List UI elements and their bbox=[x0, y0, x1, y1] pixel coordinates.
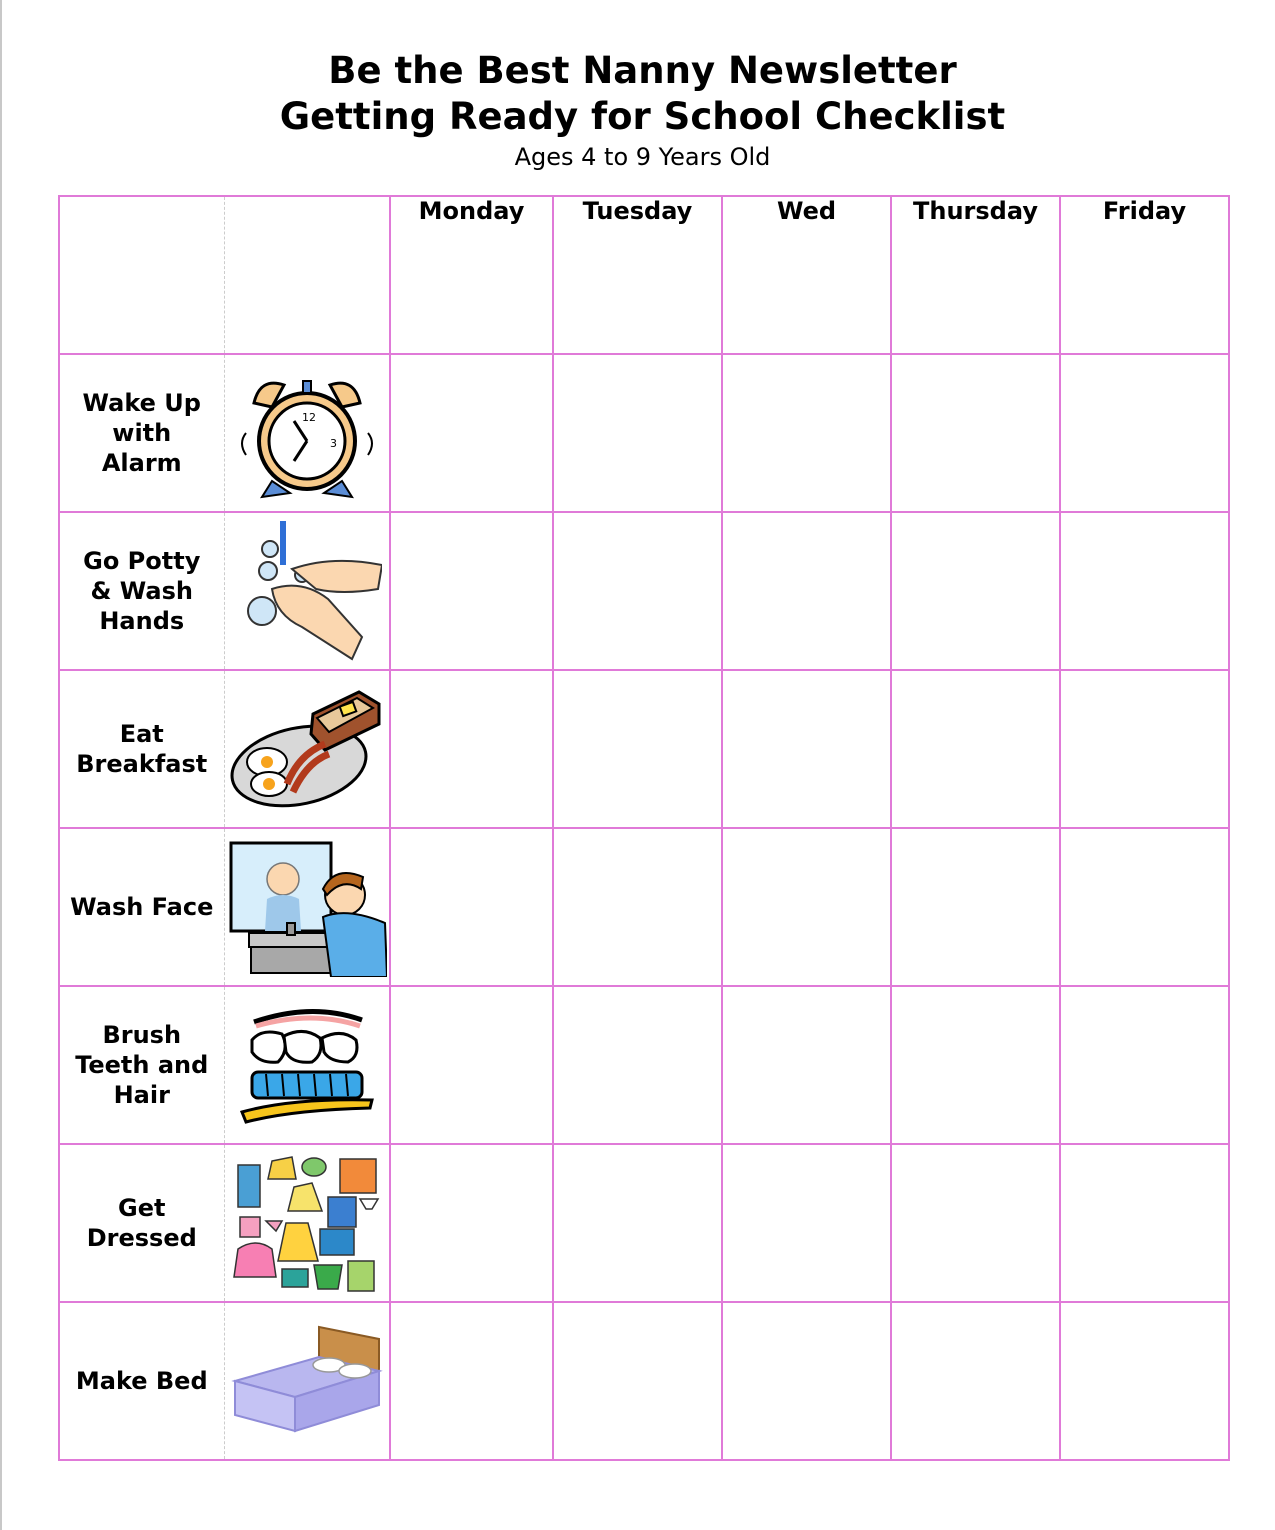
checkbox-cell[interactable] bbox=[891, 1302, 1060, 1460]
checkbox-cell[interactable] bbox=[891, 986, 1060, 1144]
task-label-line: Go Potty bbox=[83, 547, 201, 575]
breakfast-plate-icon bbox=[224, 670, 390, 828]
checkbox-cell[interactable] bbox=[891, 1144, 1060, 1302]
task-label-line: Eat bbox=[119, 720, 164, 748]
checkbox-cell[interactable] bbox=[390, 1144, 553, 1302]
checkbox-cell[interactable] bbox=[390, 986, 553, 1144]
task-label bbox=[59, 1144, 224, 1302]
bed-icon bbox=[224, 1302, 390, 1460]
checkbox-cell[interactable] bbox=[390, 670, 553, 828]
checkbox-cell[interactable] bbox=[722, 1302, 891, 1460]
task-row bbox=[59, 1302, 1229, 1460]
day-header-thursday: Thursday bbox=[891, 196, 1060, 354]
task-row bbox=[59, 512, 1229, 670]
toothbrush-icon bbox=[224, 986, 390, 1144]
checkbox-cell[interactable] bbox=[553, 354, 722, 512]
svg-text:3: 3 bbox=[329, 437, 337, 450]
task-label bbox=[59, 354, 224, 512]
checkbox-cell[interactable] bbox=[553, 512, 722, 670]
checkbox-cell[interactable] bbox=[390, 512, 553, 670]
task-label-line: & Wash bbox=[90, 577, 193, 605]
task-label-line: Wake Up bbox=[82, 389, 201, 417]
checkbox-cell[interactable] bbox=[1060, 986, 1229, 1144]
checkbox-cell[interactable] bbox=[553, 828, 722, 986]
task-label-line: Get bbox=[118, 1194, 166, 1222]
task-row bbox=[59, 354, 1229, 512]
header-blank-pic-cell bbox=[224, 196, 390, 354]
checklist-table bbox=[58, 195, 1230, 1461]
task-label bbox=[59, 512, 224, 670]
checkbox-cell[interactable] bbox=[891, 354, 1060, 512]
washing-face-icon bbox=[224, 828, 390, 986]
task-label-line: Brush bbox=[102, 1021, 182, 1049]
clothes-icon bbox=[224, 1144, 390, 1302]
checkbox-cell[interactable] bbox=[891, 512, 1060, 670]
checkbox-cell[interactable] bbox=[891, 828, 1060, 986]
day-header-friday: Friday bbox=[1060, 196, 1229, 354]
checkbox-cell[interactable] bbox=[1060, 512, 1229, 670]
checkbox-cell[interactable] bbox=[1060, 828, 1229, 986]
checkbox-cell[interactable] bbox=[722, 670, 891, 828]
task-label bbox=[59, 1302, 224, 1460]
task-label-line: Hands bbox=[99, 607, 185, 635]
checkbox-cell[interactable] bbox=[390, 828, 553, 986]
task-row bbox=[59, 828, 1229, 986]
task-row bbox=[59, 986, 1229, 1144]
day-header-wed: Wed bbox=[722, 196, 891, 354]
checkbox-cell[interactable] bbox=[1060, 354, 1229, 512]
task-label-line: Wash Face bbox=[70, 893, 214, 921]
task-label-line: Make Bed bbox=[75, 1367, 208, 1395]
task-label-line: Breakfast bbox=[76, 750, 208, 778]
header-row bbox=[59, 196, 1229, 354]
alarm-clock-icon bbox=[224, 354, 390, 512]
checkbox-cell[interactable] bbox=[1060, 1144, 1229, 1302]
checkbox-cell[interactable] bbox=[1060, 670, 1229, 828]
checkbox-cell[interactable] bbox=[553, 1302, 722, 1460]
task-row bbox=[59, 670, 1229, 828]
checklist-title: Getting Ready for School Checklist bbox=[279, 95, 1006, 138]
checkbox-cell[interactable] bbox=[891, 670, 1060, 828]
task-label-line: Teeth and bbox=[75, 1051, 209, 1079]
checkbox-cell[interactable] bbox=[553, 986, 722, 1144]
checkbox-cell[interactable] bbox=[722, 512, 891, 670]
day-header-tuesday: Tuesday bbox=[553, 196, 722, 354]
task-label-line: Hair bbox=[113, 1081, 170, 1109]
task-label-line: Alarm bbox=[101, 449, 182, 477]
checkbox-cell[interactable] bbox=[722, 828, 891, 986]
age-subtitle: Ages 4 to 9 Years Old bbox=[514, 143, 771, 171]
hand-washing-icon bbox=[224, 512, 390, 670]
newsletter-title: Be the Best Nanny Newsletter bbox=[328, 49, 957, 92]
checkbox-cell[interactable] bbox=[722, 354, 891, 512]
day-header-monday: Monday bbox=[390, 196, 553, 354]
checkbox-cell[interactable] bbox=[390, 354, 553, 512]
page-edge-rule bbox=[0, 0, 2, 1530]
checkbox-cell[interactable] bbox=[1060, 1302, 1229, 1460]
task-label bbox=[59, 986, 224, 1144]
header-blank-cell bbox=[59, 196, 224, 354]
checkbox-cell[interactable] bbox=[722, 986, 891, 1144]
checkbox-cell[interactable] bbox=[553, 670, 722, 828]
svg-text:12: 12 bbox=[301, 411, 316, 424]
checkbox-cell[interactable] bbox=[390, 1302, 553, 1460]
header bbox=[0, 48, 1275, 172]
task-label-line: Dressed bbox=[86, 1224, 197, 1252]
task-label-line: with bbox=[112, 419, 172, 447]
task-label bbox=[59, 828, 224, 986]
task-row bbox=[59, 1144, 1229, 1302]
checkbox-cell[interactable] bbox=[553, 1144, 722, 1302]
task-label bbox=[59, 670, 224, 828]
checkbox-cell[interactable] bbox=[722, 1144, 891, 1302]
